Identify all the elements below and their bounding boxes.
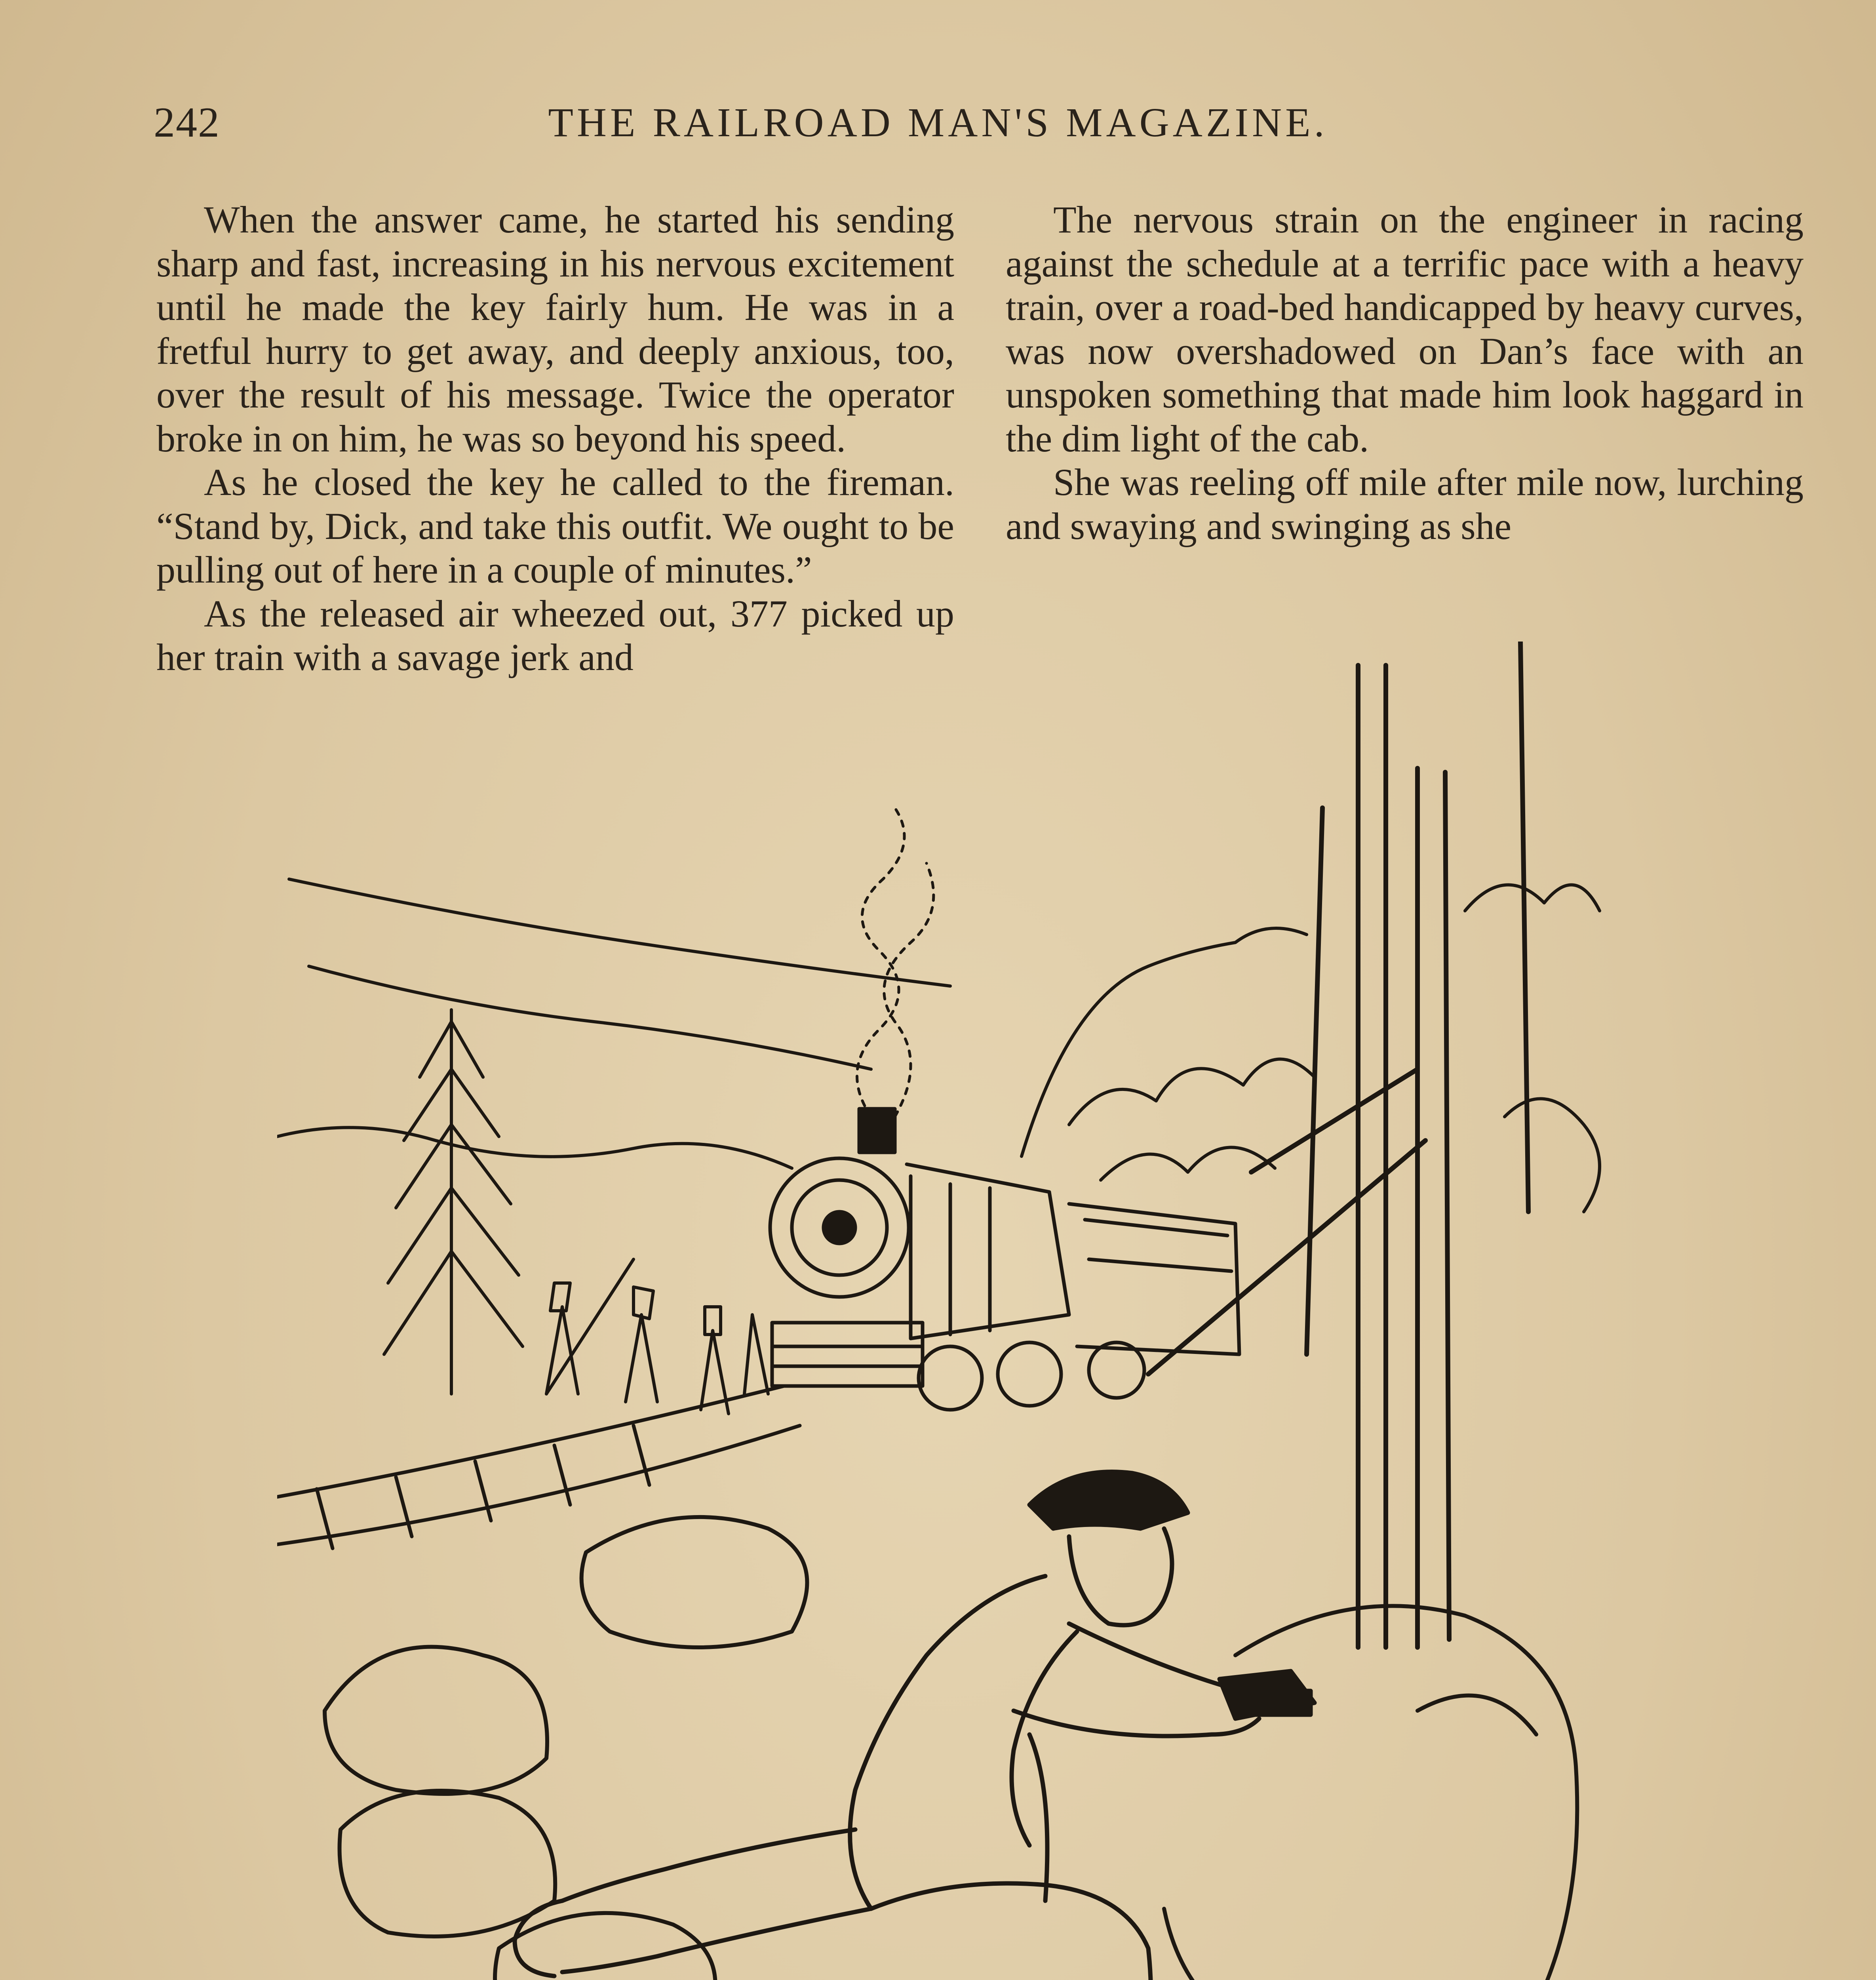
boulders (325, 1517, 1577, 1980)
foliage (1049, 885, 1600, 1980)
paragraph: When the answer came, he started his sending sharp and fast, increasing in his nervous excitement until he made the key fairly hum. He was in a fretful hurry to get away, and deeply anxious, too, over the result of his message. Twice the operator broke in on him, he was so beyond his speed. (156, 198, 954, 460)
smoke-plume (857, 808, 933, 1117)
locomotive (770, 1109, 1239, 1410)
railroad-track (277, 1386, 800, 1548)
top-right-column (1006, 198, 1804, 548)
page-number: 242 (154, 99, 220, 146)
distant-hills (277, 879, 1307, 1168)
track-workers (546, 1259, 768, 1414)
paragraph: As the released air wheezed out, 377 picked up her train with a savage jerk and (156, 592, 954, 678)
illustration-telegraph-operator (277, 642, 1663, 1980)
top-left-column (156, 198, 954, 680)
crouching-operator (515, 1472, 1315, 1980)
paragraph: The nervous strain on the engineer in racing against the schedule at a terrific pace with a heavy train, over a road-bed handicapped by heavy curves, was now overshadowed on Dan’s face with an unspoken something that made him look haggard in the dim light of the cab. (1006, 198, 1804, 460)
paragraph: As he closed the key he called to the fireman. “Stand by, Dick, and take this outfit. We ought to be pulling out of here in a couple of minutes.” (156, 461, 954, 591)
pine-tree-icon (384, 1010, 523, 1394)
telegraph-poles (1148, 642, 1528, 1647)
running-head: THE RAILROAD MAN'S MAGAZINE. (548, 100, 1328, 145)
paragraph: She was reeling off mile after mile now, lurching and swaying and swinging as she (1006, 461, 1804, 547)
